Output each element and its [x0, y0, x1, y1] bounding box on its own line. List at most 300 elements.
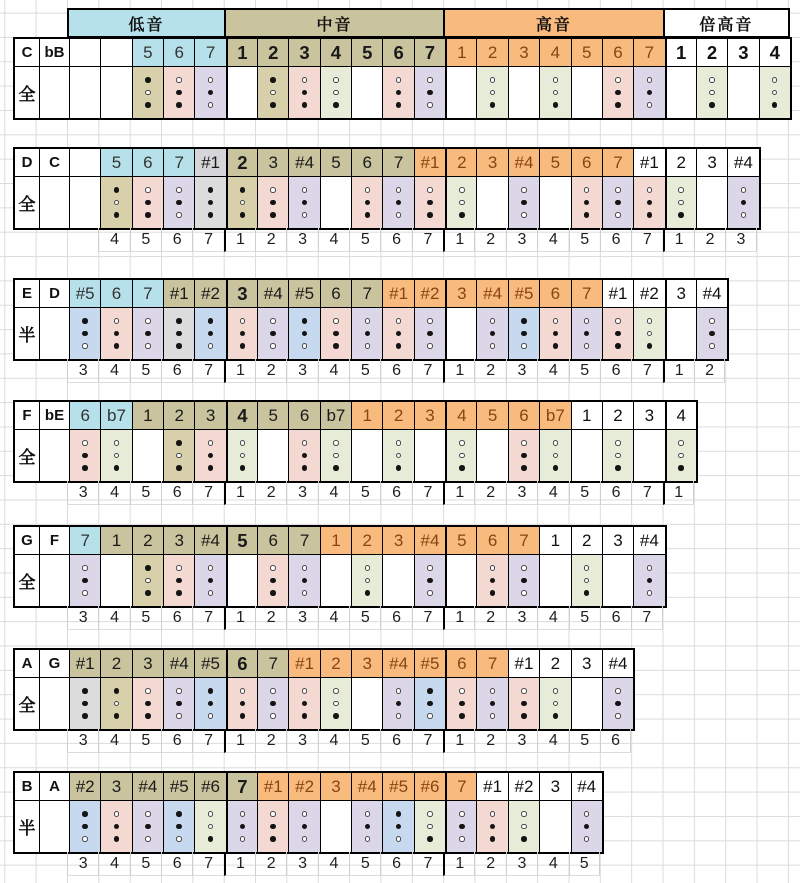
fingering-dots-cell: [602, 554, 633, 606]
degree-cell: 2: [665, 149, 696, 176]
open-hole-dot: [396, 77, 402, 83]
fingering-dots-cell: [727, 66, 758, 118]
closed-hole-dot: [176, 318, 182, 324]
fingering-dots-cell: [476, 429, 507, 481]
closed-hole-dot: [615, 200, 621, 206]
open-hole-dot: [584, 578, 590, 584]
closed-hole-dot: [270, 824, 276, 830]
degree-cell: #1: [602, 280, 633, 307]
closed-hole-dot: [647, 200, 653, 206]
degree-cell: 3: [288, 39, 319, 66]
fingering-dots-cell: [351, 800, 382, 852]
fingering-dots-cell: [288, 307, 319, 359]
degree-cell: #2: [633, 280, 664, 307]
open-hole-dot: [490, 343, 496, 349]
fingering-dots-cell: [539, 554, 570, 606]
fingering-dots-cell: [257, 66, 288, 118]
fingering-dots-cell: [320, 554, 351, 606]
degree-cell: 2: [571, 527, 602, 554]
closed-hole-dot: [302, 713, 308, 719]
reference-degree-cell: 4: [537, 481, 568, 505]
degree-cell: 5: [571, 39, 602, 66]
fingering-dots-cell: [288, 429, 319, 481]
closed-hole-dot: [490, 578, 496, 584]
reference-degree-cell: 3: [506, 481, 537, 505]
fingering-dots-cell: [571, 429, 602, 481]
empty-cell: [69, 66, 100, 118]
open-hole-dot: [741, 187, 747, 193]
closed-hole-dot: [396, 824, 402, 830]
open-hole-dot: [615, 212, 621, 218]
reference-degree-cell: 4: [537, 729, 568, 753]
open-hole-dot: [82, 440, 88, 446]
reference-degree-cell: 6: [380, 729, 411, 753]
open-hole-dot: [145, 343, 151, 349]
open-hole-dot: [459, 187, 465, 193]
degree-cell: 4: [539, 39, 570, 66]
fingering-dots-cell: [257, 429, 288, 481]
fingering-dots-cell: [508, 800, 539, 852]
open-hole-dot: [615, 453, 621, 459]
reference-degree-cell: 2: [694, 359, 725, 383]
open-hole-dot: [302, 77, 308, 83]
reference-degree-cell: 6: [161, 729, 192, 753]
empty-cell: [100, 39, 131, 66]
open-hole-dot: [240, 688, 246, 694]
reference-degree-cell: 6: [161, 359, 192, 383]
relative-key-label: A: [39, 773, 69, 800]
open-hole-dot: [490, 811, 496, 817]
fingering-dots-cell: [445, 307, 476, 359]
closed-hole-dot: [490, 331, 496, 337]
closed-hole-dot: [427, 578, 433, 584]
reference-degree-cell: 2: [255, 359, 286, 383]
key-block-C: [13, 37, 792, 120]
fingering-dots-cell: [445, 554, 476, 606]
fingering-dots-cell: [100, 677, 131, 729]
reference-degree-cell: 1: [224, 606, 255, 630]
open-hole-dot: [208, 590, 214, 596]
open-hole-dot: [114, 701, 120, 707]
reference-degree-cell: 6: [161, 228, 192, 252]
open-hole-dot: [270, 713, 276, 719]
closed-hole-dot: [145, 331, 151, 337]
fingering-dots-cell: [539, 429, 570, 481]
degree-cell: 7: [226, 773, 257, 800]
reference-degree-cell: 5: [349, 729, 380, 753]
open-hole-dot: [490, 90, 496, 96]
closed-hole-dot: [208, 465, 214, 471]
closed-hole-dot: [396, 102, 402, 108]
fingering-dots-cell: [602, 429, 633, 481]
fingering-dots-cell: [194, 677, 225, 729]
open-hole-dot: [270, 187, 276, 193]
degree-cell: #4: [508, 149, 539, 176]
fingering-dots-cell: [665, 66, 696, 118]
closed-hole-dot: [82, 811, 88, 817]
degree-cell: #5: [194, 650, 225, 677]
open-hole-dot: [521, 187, 527, 193]
closed-hole-dot: [240, 343, 246, 349]
closed-hole-dot: [459, 713, 465, 719]
open-hole-dot: [521, 440, 527, 446]
degree-cell: 7: [132, 280, 163, 307]
degree-cell: b7: [100, 402, 131, 429]
degree-cell: 2: [445, 149, 476, 176]
degree-cell: 4: [226, 402, 257, 429]
degree-cell: #6: [194, 773, 225, 800]
fingering-dots-cell: [414, 66, 445, 118]
fingering-dots-cell: [382, 800, 413, 852]
fingering-dots-cell: [539, 66, 570, 118]
degree-cell: 7: [508, 527, 539, 554]
closed-hole-dot: [302, 824, 308, 830]
closed-hole-dot: [270, 836, 276, 842]
degree-cell: 1: [100, 527, 131, 554]
reference-degree-cell: 3: [286, 606, 317, 630]
degree-cell: #4: [633, 527, 664, 554]
open-hole-dot: [490, 77, 496, 83]
reference-degree-cell: 1: [443, 481, 474, 505]
degree-cell: #5: [69, 280, 100, 307]
fingering-dots-cell: [163, 176, 194, 228]
degree-cell: 7: [194, 39, 225, 66]
degree-cell: 3: [194, 402, 225, 429]
reference-degree-cell: 2: [255, 729, 286, 753]
fingering-dots-cell: [414, 176, 445, 228]
fingering-dots-cell: [571, 677, 602, 729]
closed-hole-dot: [459, 465, 465, 471]
fingering-dots-cell: [69, 554, 100, 606]
degree-cell: 7: [69, 527, 100, 554]
degree-cell: 2: [351, 527, 382, 554]
empty-cell: [39, 176, 69, 228]
closed-hole-dot: [365, 824, 371, 830]
reference-degree-cell: 7: [192, 729, 223, 753]
degree-cell: 6: [100, 280, 131, 307]
reference-degree-cell: 7: [631, 228, 662, 252]
fingering-dots-cell: [351, 307, 382, 359]
closed-hole-dot: [772, 102, 778, 108]
fingering-dots-cell: [633, 429, 664, 481]
degree-cell: #5: [508, 280, 539, 307]
degree-cell: #4: [132, 773, 163, 800]
degree-cell: #4: [727, 149, 758, 176]
degree-cell: 6: [539, 280, 570, 307]
fingering-dots-cell: [194, 429, 225, 481]
degree-cell: 3: [132, 650, 163, 677]
fingering-dots-cell: [382, 429, 413, 481]
closed-hole-dot: [208, 701, 214, 707]
fingering-dots-cell: [194, 66, 225, 118]
reference-degree-cell: 7: [631, 359, 662, 383]
open-hole-dot: [333, 453, 339, 459]
open-hole-dot: [176, 77, 182, 83]
closed-hole-dot: [521, 578, 527, 584]
closed-hole-dot: [396, 90, 402, 96]
key-label: F: [15, 402, 39, 429]
fingering-dots-cell: [571, 307, 602, 359]
reference-degree-cell: 4: [98, 228, 129, 252]
open-hole-dot: [615, 440, 621, 446]
reference-degree-cell: 7: [192, 228, 223, 252]
degree-cell: #2: [414, 280, 445, 307]
reference-degree-cell: 6: [161, 481, 192, 505]
closed-hole-dot: [208, 200, 214, 206]
key-block-E: [13, 278, 729, 361]
open-hole-dot: [240, 836, 246, 842]
open-hole-dot: [365, 187, 371, 193]
closed-hole-dot: [584, 824, 590, 830]
reference-degree-cell: 2: [474, 228, 505, 252]
degree-cell: 6: [132, 149, 163, 176]
reference-degree-cell: 2: [255, 481, 286, 505]
open-hole-dot: [647, 187, 653, 193]
closed-hole-dot: [647, 343, 653, 349]
open-hole-dot: [427, 343, 433, 349]
key-block-B: [13, 771, 604, 854]
closed-hole-dot: [114, 713, 120, 719]
degree-cell: 1: [132, 402, 163, 429]
open-hole-dot: [521, 343, 527, 349]
reference-degree-row: [67, 359, 725, 383]
reference-degree-cell: 3: [286, 228, 317, 252]
closed-hole-dot: [145, 102, 151, 108]
closed-hole-dot: [459, 701, 465, 707]
degree-cell: 6: [288, 402, 319, 429]
fingering-dots-cell: [320, 176, 351, 228]
closed-hole-dot: [647, 90, 653, 96]
closed-hole-dot: [240, 465, 246, 471]
fingering-dots-cell: [571, 554, 602, 606]
closed-hole-dot: [114, 343, 120, 349]
open-hole-dot: [396, 713, 402, 719]
reference-degree-cell: 4: [318, 606, 349, 630]
open-hole-dot: [647, 318, 653, 324]
closed-hole-dot: [302, 200, 308, 206]
reference-degree-cell: 1: [663, 228, 694, 252]
open-hole-dot: [521, 565, 527, 571]
fingering-dots-cell: [132, 176, 163, 228]
open-hole-dot: [615, 187, 621, 193]
degree-cell: 1: [445, 39, 476, 66]
degree-cell: 1: [226, 39, 257, 66]
reference-degree-cell: 7: [412, 359, 443, 383]
open-hole-dot: [615, 318, 621, 324]
fingering-dots-cell: [571, 800, 602, 852]
degree-cell: 3: [665, 280, 696, 307]
closed-hole-dot: [208, 453, 214, 459]
open-hole-dot: [427, 187, 433, 193]
closed-hole-dot: [208, 578, 214, 584]
open-hole-dot: [427, 77, 433, 83]
degree-cell: 3: [382, 527, 413, 554]
closed-hole-dot: [270, 331, 276, 337]
fingering-dots-cell: [382, 677, 413, 729]
degree-cell: 6: [602, 39, 633, 66]
open-hole-dot: [145, 688, 151, 694]
closed-hole-dot: [333, 465, 339, 471]
closed-hole-dot: [553, 713, 559, 719]
reference-degree-cell: 3: [506, 852, 537, 876]
degree-cell: 1: [351, 402, 382, 429]
closed-hole-dot: [145, 565, 151, 571]
open-hole-dot: [396, 836, 402, 842]
fingering-dots-cell: [508, 176, 539, 228]
degree-cell: 2: [100, 650, 131, 677]
closed-hole-dot: [176, 824, 182, 830]
reference-degree-cell: 3: [506, 729, 537, 753]
open-hole-dot: [772, 77, 778, 83]
reference-degree-row: [67, 481, 694, 505]
degree-cell: 1: [571, 402, 602, 429]
reference-degree-cell: 5: [569, 228, 600, 252]
open-hole-dot: [459, 453, 465, 459]
reference-degree-cell: 6: [380, 852, 411, 876]
open-hole-dot: [678, 453, 684, 459]
degree-cell: 2: [163, 402, 194, 429]
degree-cell: 7: [257, 650, 288, 677]
fingering-dots-cell: [163, 677, 194, 729]
degree-cell: 3: [445, 280, 476, 307]
reference-degree-cell: 7: [192, 481, 223, 505]
reference-degree-cell: 5: [569, 852, 600, 876]
degree-cell: 5: [257, 402, 288, 429]
fingering-dots-cell: [257, 176, 288, 228]
closed-hole-dot: [176, 590, 182, 596]
reference-degree-cell: 4: [318, 729, 349, 753]
open-hole-dot: [176, 688, 182, 694]
closed-hole-dot: [82, 824, 88, 830]
closed-hole-dot: [114, 187, 120, 193]
fingering-dots-cell: [257, 800, 288, 852]
degree-cell: 5: [132, 39, 163, 66]
empty-cell: [69, 39, 100, 66]
closed-hole-dot: [427, 701, 433, 707]
closed-hole-dot: [396, 331, 402, 337]
closed-hole-dot: [427, 836, 433, 842]
degree-cell: #1: [476, 773, 507, 800]
open-hole-dot: [459, 836, 465, 842]
key-block-G: [13, 525, 667, 608]
fingering-dots-cell: [320, 429, 351, 481]
fingering-dots-cell: [288, 66, 319, 118]
reference-degree-cell: 1: [224, 228, 255, 252]
closed-hole-dot: [427, 90, 433, 96]
fingering-dots-cell: [539, 176, 570, 228]
fingering-dots-cell: [69, 800, 100, 852]
fingering-dots-cell: [414, 307, 445, 359]
reference-degree-cell: 5: [130, 481, 161, 505]
closed-hole-dot: [145, 701, 151, 707]
degree-cell: 3: [539, 773, 570, 800]
reference-degree-cell: 3: [286, 481, 317, 505]
open-hole-dot: [490, 318, 496, 324]
reference-degree-cell: 1: [443, 359, 474, 383]
closed-hole-dot: [615, 102, 621, 108]
closed-hole-dot: [521, 465, 527, 471]
closed-hole-dot: [82, 578, 88, 584]
reference-degree-cell: 6: [380, 359, 411, 383]
closed-hole-dot: [647, 212, 653, 218]
closed-hole-dot: [240, 212, 246, 218]
open-hole-dot: [521, 590, 527, 596]
reference-degree-cell: 7: [192, 606, 223, 630]
closed-hole-dot: [302, 102, 308, 108]
fingering-dots-cell: [727, 176, 758, 228]
closed-hole-dot: [208, 90, 214, 96]
degree-cell: 5: [476, 402, 507, 429]
degree-cell: b7: [320, 402, 351, 429]
degree-cell: #4: [414, 527, 445, 554]
degree-cell: 3: [696, 149, 727, 176]
degree-cell: 3: [633, 402, 664, 429]
degree-cell: #2: [69, 773, 100, 800]
reference-degree-row: [67, 606, 663, 630]
closed-hole-dot: [396, 811, 402, 817]
fingering-dots-cell: [132, 66, 163, 118]
fingering-dots-cell: [476, 677, 507, 729]
closed-hole-dot: [114, 824, 120, 830]
fingering-dots-cell: [132, 429, 163, 481]
fingering-dots-cell: [476, 800, 507, 852]
closed-hole-dot: [333, 343, 339, 349]
fingering-dots-cell: [382, 554, 413, 606]
fingering-dots-cell: [132, 554, 163, 606]
fingering-dots-cell: [288, 554, 319, 606]
empty-cell: [39, 800, 69, 852]
key-block-D: [13, 147, 761, 230]
open-hole-dot: [365, 343, 371, 349]
closed-hole-dot: [427, 212, 433, 218]
open-hole-dot: [396, 440, 402, 446]
closed-hole-dot: [302, 318, 308, 324]
closed-hole-dot: [176, 811, 182, 817]
reference-degree-cell: 2: [694, 228, 725, 252]
closed-hole-dot: [553, 102, 559, 108]
reference-degree-cell: 4: [537, 228, 568, 252]
fingering-dots-cell: [288, 176, 319, 228]
fingering-dots-cell: [665, 429, 696, 481]
closed-hole-dot: [521, 318, 527, 324]
closed-hole-dot: [584, 212, 590, 218]
reference-degree-cell: 1: [224, 481, 255, 505]
empty-cell: [39, 554, 69, 606]
reference-degree-cell: 6: [600, 228, 631, 252]
open-hole-dot: [521, 688, 527, 694]
closed-hole-dot: [302, 578, 308, 584]
fingering-dots-cell: [476, 307, 507, 359]
empty-cell: [69, 176, 100, 228]
open-hole-dot: [114, 811, 120, 817]
fingering-dots-cell: [100, 554, 131, 606]
open-hole-dot: [114, 318, 120, 324]
empty-cell: [39, 429, 69, 481]
open-hole-dot: [709, 90, 715, 96]
fingering-dots-cell: [445, 677, 476, 729]
fingering-dots-cell: [696, 307, 727, 359]
fingering-dots-cell: [539, 307, 570, 359]
fingering-dots-cell: [633, 176, 664, 228]
open-hole-dot: [82, 343, 88, 349]
open-hole-dot: [208, 440, 214, 446]
fingering-dots-cell: [445, 66, 476, 118]
open-hole-dot: [145, 187, 151, 193]
degree-cell: #1: [69, 650, 100, 677]
open-hole-dot: [302, 440, 308, 446]
closed-hole-dot: [176, 200, 182, 206]
empty-cell: [39, 66, 69, 118]
